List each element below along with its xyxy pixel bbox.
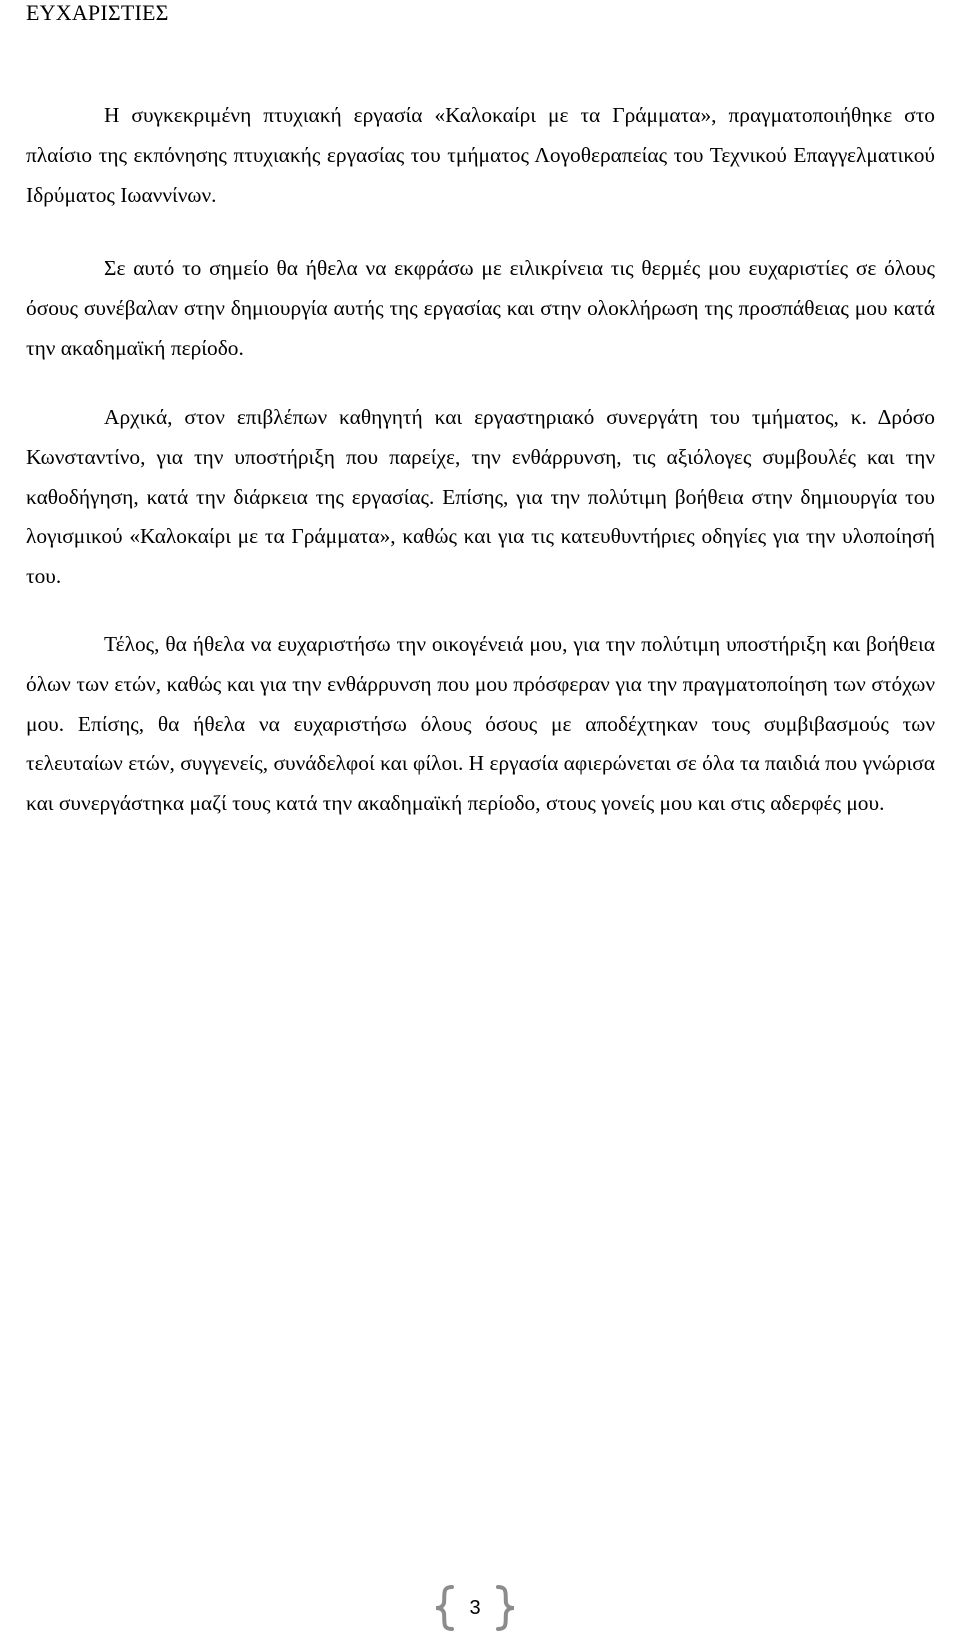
paragraph-thanks-family: Τέλος, θα ήθελα να ευχαριστήσω την οικογένειά μου, για την πολύτιμη υποστήριξη και βοήθεια όλων των ετών, καθώς και για την ενθάρρυνση που μου πρόσφεραν για την πραγματοποίηση των στόχων μου. Επίσης, θα ήθελα να ευχαριστήσω όλους όσους με αποδέχτηκαν τους συμβιβασμούς των τελευταίων ετών, συγγενείς, συνάδελφοί και φίλοι. Η εργασία αφιερώνεται σε όλα τα παιδιά που γνώρισα και συνεργάστηκα μαζί τους κατά την ακαδημαϊκή περίοδο, στους γονείς μου και στις αδερφές μου. <box>26 632 935 816</box>
paragraph-thanks-supervisor: Αρχικά, στον επιβλέπων καθηγητή και εργαστηριακό συνεργάτη του τμήματος, κ. Δρόσο Κωνσταντίνο, για την υποστήριξη που παρείχε, την ενθάρρυνση, τις αξιόλογες συμβουλές και την καθοδήγηση, κατά την διάρκεια της εργασίας. Επίσης, για την πολύτιμη βοήθεια στην δημιουργία του λογισμικού «Καλοκαίρι με τα Γράμματα», καθώς και για τις κατευθυντήριες οδηγίες για την υλοποίησή του. <box>26 405 935 589</box>
paragraph-thanks-all: Σε αυτό το σημείο θα ήθελα να εκφράσω με ειλικρίνεια τις θερμές μου ευχαριστίες σε όλους όσους συνέβαλαν στην δημιουργία αυτής της εργασίας και στην ολοκλήρωση της προσπάθειας μου κατά την ακαδημαϊκή περίοδο. <box>26 256 935 360</box>
paragraph-intro: Η συγκεκριμένη πτυχιακή εργασία «Καλοκαίρι με τα Γράμματα», πραγματοποιήθηκε στο πλαίσιο της εκπόνησης πτυχιακής εργασίας του τμήματος Λογοθεραπείας του Τεχνικού Επαγγελματικού Ιδρύματος Ιωαννίνων. <box>26 103 935 207</box>
page-title: ΕΥΧΑΡΙΣΤΙΕΣ <box>26 0 169 25</box>
page-footer <box>430 1585 520 1631</box>
page-number: 3 <box>469 1597 481 1619</box>
